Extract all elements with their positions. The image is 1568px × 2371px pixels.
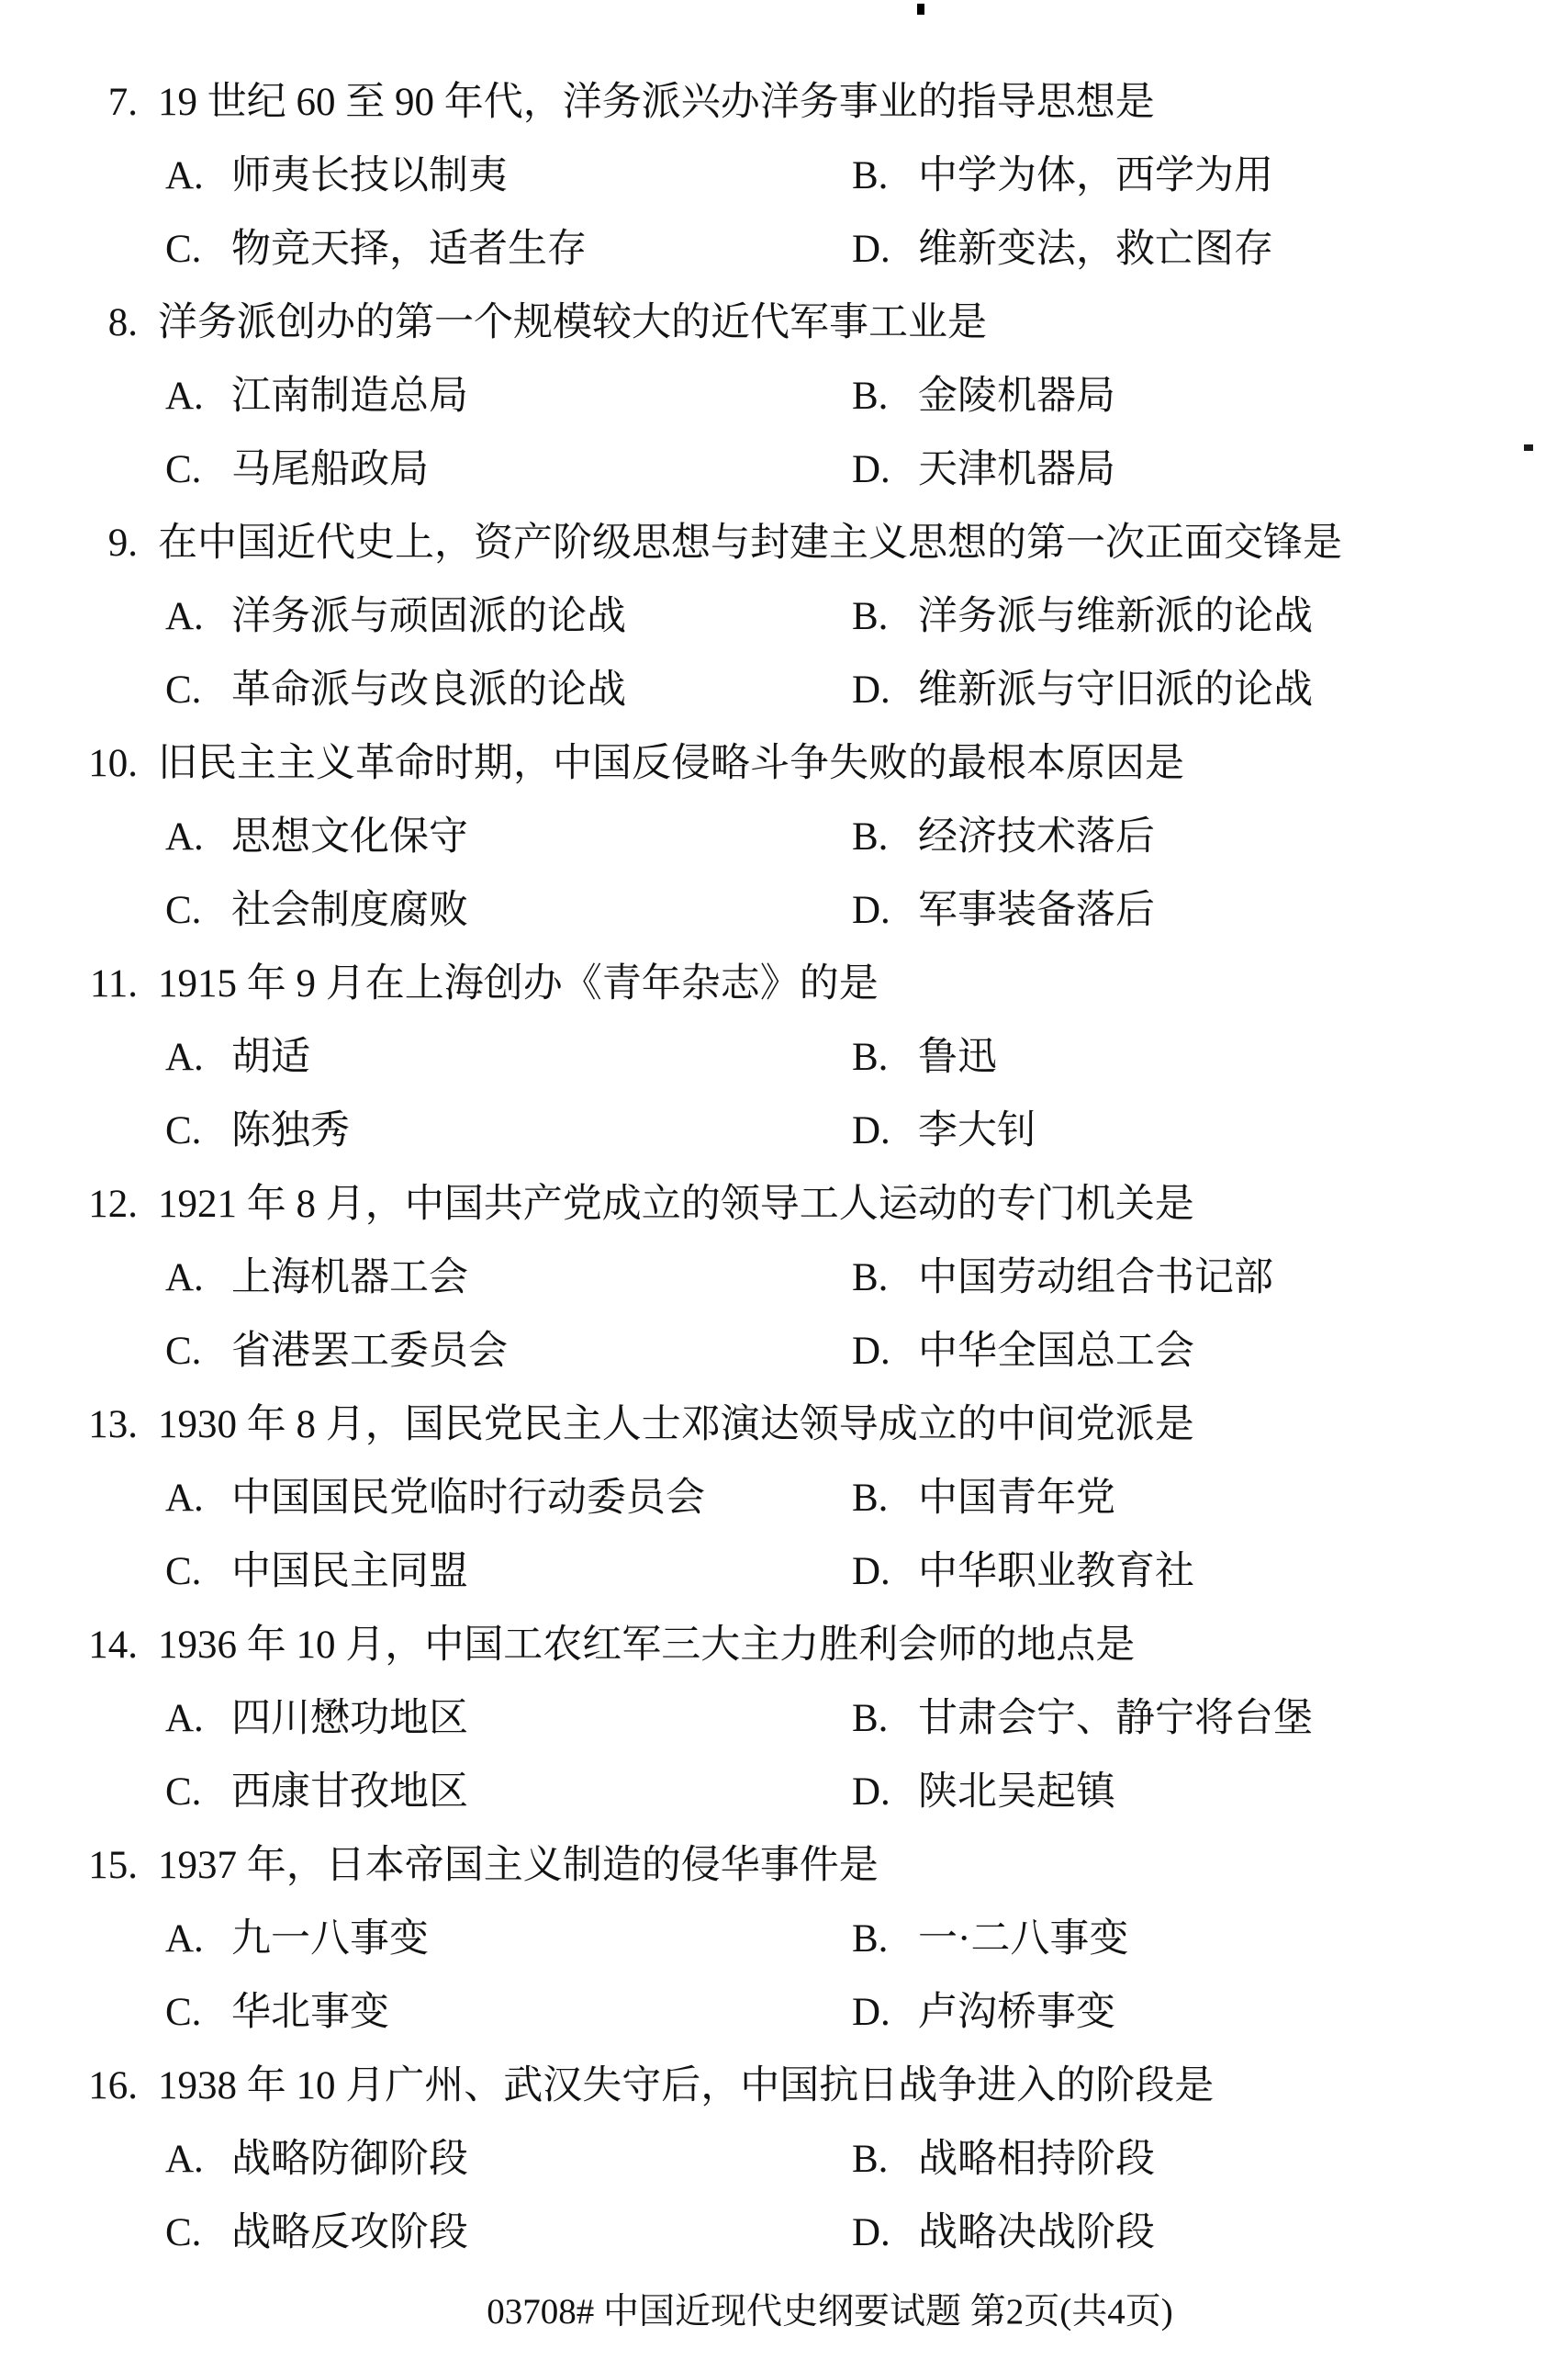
- option-d: [852, 654, 1313, 727]
- option-text-d: 战略决战阶段: [918, 2211, 1155, 2254]
- option-letter-a: A.: [165, 1697, 204, 1740]
- option-text-c: 物竞天择，适者生存: [231, 228, 587, 271]
- option-text-d: 军事装备落后: [918, 889, 1155, 932]
- option-a: [165, 1021, 310, 1095]
- option-text-c: 陈独秀: [231, 1109, 350, 1152]
- question-15: [0, 1829, 1568, 2050]
- option-row-cd: [0, 213, 1568, 287]
- option-row-ab: [0, 1682, 1568, 1756]
- option-row-ab: [0, 140, 1568, 213]
- option-letter-c: C.: [165, 1330, 202, 1373]
- question-11: [0, 948, 1568, 1168]
- option-text-a: 江南制造总局: [231, 375, 468, 418]
- option-text-c: 省港罢工委员会: [231, 1330, 508, 1373]
- question-stem-row: [0, 66, 1568, 140]
- option-d: [852, 874, 1155, 948]
- option-d: [852, 1095, 1036, 1168]
- option-row-cd: [0, 874, 1568, 948]
- option-d: [852, 1756, 1115, 1829]
- option-row-cd: [0, 2197, 1568, 2270]
- option-text-c: 马尾船政局: [231, 448, 429, 491]
- question-number: 7.: [107, 81, 138, 124]
- option-row-ab: [0, 801, 1568, 874]
- question-12: [0, 1168, 1568, 1388]
- option-text-a: 上海机器工会: [231, 1256, 468, 1299]
- option-row-cd: [0, 1756, 1568, 1829]
- option-letter-a: A.: [165, 154, 204, 197]
- question-number: 15.: [88, 1844, 138, 1887]
- question-text: 1936 年 10 月，中国工农红军三大主力胜利会师的地点是: [158, 1624, 1136, 1667]
- page-footer: 03708# 中国近现代史纲要试题 第2页(共4页): [487, 2292, 1173, 2332]
- question-text: 1938 年 10 月广州、武汉失守后，中国抗日战争进入的阶段是: [158, 2064, 1215, 2107]
- option-c: [165, 1756, 468, 1829]
- option-text-d: 李大钊: [918, 1109, 1036, 1152]
- option-letter-a: A.: [165, 1256, 204, 1299]
- option-letter-b: B.: [852, 2138, 889, 2181]
- option-d: [852, 2197, 1155, 2270]
- option-letter-b: B.: [852, 1697, 889, 1740]
- question-7: [0, 66, 1568, 287]
- option-b: [852, 1682, 1313, 1756]
- question-stem-row: [0, 727, 1568, 801]
- option-letter-b: B.: [852, 375, 889, 418]
- option-row-ab: [0, 2123, 1568, 2197]
- option-a: [165, 1462, 705, 1535]
- option-row-ab: [0, 360, 1568, 433]
- option-text-b: 甘肃会宁、静宁将台堡: [918, 1697, 1313, 1740]
- option-text-d: 维新派与守旧派的论战: [918, 669, 1313, 712]
- option-text-d: 陕北吴起镇: [918, 1770, 1115, 1814]
- option-text-d: 卢沟桥事变: [918, 1991, 1115, 2034]
- question-stem-row: [0, 507, 1568, 580]
- option-letter-c: C.: [165, 448, 202, 491]
- option-text-c: 华北事变: [231, 1991, 389, 2034]
- question-16: [0, 2050, 1568, 2270]
- option-row-cd: [0, 654, 1568, 727]
- question-text: 1915 年 9 月在上海创办《青年杂志》的是: [158, 962, 879, 1006]
- option-row-ab: [0, 1242, 1568, 1315]
- option-row-ab: [0, 1903, 1568, 1976]
- option-letter-c: C.: [165, 2211, 202, 2254]
- option-text-a: 洋务派与顽固派的论战: [231, 595, 626, 638]
- option-a: [165, 1682, 468, 1756]
- option-text-a: 中国国民党临时行动委员会: [231, 1477, 705, 1520]
- option-letter-b: B.: [852, 595, 889, 638]
- option-text-b: 战略相持阶段: [918, 2138, 1155, 2181]
- option-c: [165, 1976, 389, 2050]
- option-a: [165, 1903, 429, 1976]
- option-text-b: 洋务派与维新派的论战: [918, 595, 1313, 638]
- option-a: [165, 580, 626, 654]
- option-letter-d: D.: [852, 448, 890, 491]
- option-text-c: 社会制度腐败: [231, 889, 468, 932]
- option-a: [165, 2123, 468, 2197]
- option-c: [165, 654, 626, 727]
- option-letter-b: B.: [852, 1917, 889, 1961]
- option-text-b: 中国劳动组合书记部: [918, 1256, 1273, 1299]
- option-text-c: 西康甘孜地区: [231, 1770, 468, 1814]
- option-letter-a: A.: [165, 1477, 204, 1520]
- question-14: [0, 1609, 1568, 1829]
- option-text-d: 维新变法，救亡图存: [918, 228, 1273, 271]
- option-c: [165, 2197, 468, 2270]
- option-letter-b: B.: [852, 1477, 889, 1520]
- option-a: [165, 1242, 468, 1315]
- question-text: 19 世纪 60 至 90 年代，洋务派兴办洋务事业的指导思想是: [158, 81, 1155, 124]
- option-letter-c: C.: [165, 228, 202, 271]
- option-row-cd: [0, 1095, 1568, 1168]
- question-stem-row: [0, 948, 1568, 1021]
- option-row-cd: [0, 1315, 1568, 1388]
- option-letter-d: D.: [852, 1330, 890, 1373]
- option-b: [852, 1903, 1128, 1976]
- option-c: [165, 433, 429, 507]
- option-letter-b: B.: [852, 1036, 889, 1079]
- option-c: [165, 1095, 350, 1168]
- option-text-d: 中华职业教育社: [918, 1550, 1194, 1593]
- option-letter-d: D.: [852, 2211, 890, 2254]
- option-b: [852, 1021, 997, 1095]
- option-c: [165, 213, 587, 287]
- question-number: 14.: [88, 1624, 138, 1667]
- option-letter-c: C.: [165, 1550, 202, 1593]
- option-b: [852, 140, 1273, 213]
- option-text-b: 鲁迅: [918, 1036, 997, 1079]
- option-letter-d: D.: [852, 1991, 890, 2034]
- option-b: [852, 580, 1313, 654]
- option-letter-a: A.: [165, 375, 204, 418]
- option-c: [165, 1315, 508, 1388]
- scan-artifact-dot-top: [917, 4, 924, 15]
- option-row-ab: [0, 1462, 1568, 1535]
- option-text-a: 思想文化保守: [231, 815, 468, 859]
- option-c: [165, 874, 468, 948]
- option-d: [852, 213, 1273, 287]
- option-letter-c: C.: [165, 889, 202, 932]
- question-text: 1930 年 8 月，国民党民主人士邓演达领导成立的中间党派是: [158, 1403, 1194, 1446]
- option-letter-a: A.: [165, 815, 204, 859]
- question-number: 13.: [88, 1403, 138, 1446]
- question-8: [0, 287, 1568, 507]
- option-letter-b: B.: [852, 154, 889, 197]
- question-number: 9.: [107, 522, 138, 565]
- option-letter-b: B.: [852, 815, 889, 859]
- option-b: [852, 801, 1155, 874]
- option-text-c: 战略反攻阶段: [231, 2211, 468, 2254]
- option-letter-d: D.: [852, 669, 890, 712]
- option-text-a: 九一八事变: [231, 1917, 429, 1961]
- question-10: [0, 727, 1568, 948]
- option-d: [852, 1315, 1194, 1388]
- option-text-a: 胡适: [231, 1036, 310, 1079]
- question-stem-row: [0, 287, 1568, 360]
- option-b: [852, 1242, 1273, 1315]
- option-letter-b: B.: [852, 1256, 889, 1299]
- question-text: 1937 年，日本帝国主义制造的侵华事件是: [158, 1844, 879, 1887]
- option-a: [165, 140, 508, 213]
- option-a: [165, 360, 468, 433]
- option-letter-c: C.: [165, 669, 202, 712]
- option-letter-c: C.: [165, 1109, 202, 1152]
- option-letter-a: A.: [165, 1036, 204, 1079]
- question-stem-row: [0, 1168, 1568, 1242]
- option-c: [165, 1535, 468, 1609]
- option-b: [852, 2123, 1155, 2197]
- question-text: 在中国近代史上，资产阶级思想与封建主义思想的第一次正面交锋是: [158, 522, 1342, 565]
- option-d: [852, 433, 1115, 507]
- question-text: 1921 年 8 月，中国共产党成立的领导工人运动的专门机关是: [158, 1183, 1194, 1226]
- question-number: 11.: [89, 962, 138, 1006]
- option-text-c: 中国民主同盟: [231, 1550, 468, 1593]
- option-letter-d: D.: [852, 1109, 890, 1152]
- option-letter-a: A.: [165, 595, 204, 638]
- question-list: [0, 66, 1568, 2270]
- option-row-ab: [0, 1021, 1568, 1095]
- question-13: [0, 1388, 1568, 1609]
- option-text-b: 一·二八事变: [918, 1917, 1129, 1961]
- option-text-a: 战略防御阶段: [231, 2138, 468, 2181]
- question-stem-row: [0, 1609, 1568, 1682]
- question-stem-row: [0, 1388, 1568, 1462]
- option-text-b: 中学为体，西学为用: [918, 154, 1273, 197]
- option-d: [852, 1976, 1115, 2050]
- option-row-cd: [0, 433, 1568, 507]
- option-letter-d: D.: [852, 1770, 890, 1814]
- option-row-cd: [0, 1976, 1568, 2050]
- question-number: 8.: [107, 301, 138, 344]
- option-letter-c: C.: [165, 1770, 202, 1814]
- option-b: [852, 1462, 1115, 1535]
- question-number: 12.: [88, 1183, 138, 1226]
- option-row-cd: [0, 1535, 1568, 1609]
- option-text-a: 四川懋功地区: [231, 1697, 468, 1740]
- question-9: [0, 507, 1568, 727]
- question-stem-row: [0, 1829, 1568, 1903]
- option-text-b: 金陵机器局: [918, 375, 1115, 418]
- question-stem-row: [0, 2050, 1568, 2123]
- option-text-d: 天津机器局: [918, 448, 1115, 491]
- option-letter-a: A.: [165, 1917, 204, 1961]
- option-letter-d: D.: [852, 228, 890, 271]
- question-text: 旧民主主义革命时期，中国反侵略斗争失败的最根本原因是: [158, 742, 1184, 785]
- question-number: 10.: [88, 742, 138, 785]
- option-d: [852, 1535, 1194, 1609]
- option-row-ab: [0, 580, 1568, 654]
- option-text-c: 革命派与改良派的论战: [231, 669, 626, 712]
- option-letter-d: D.: [852, 1550, 890, 1593]
- option-text-b: 中国青年党: [918, 1477, 1115, 1520]
- question-number: 16.: [88, 2064, 138, 2107]
- question-text: 洋务派创办的第一个规模较大的近代军事工业是: [158, 301, 987, 344]
- option-text-d: 中华全国总工会: [918, 1330, 1194, 1373]
- option-letter-a: A.: [165, 2138, 204, 2181]
- option-text-b: 经济技术落后: [918, 815, 1155, 859]
- option-a: [165, 801, 468, 874]
- option-b: [852, 360, 1115, 433]
- option-letter-c: C.: [165, 1991, 202, 2034]
- option-text-a: 师夷长技以制夷: [231, 154, 508, 197]
- option-letter-d: D.: [852, 889, 890, 932]
